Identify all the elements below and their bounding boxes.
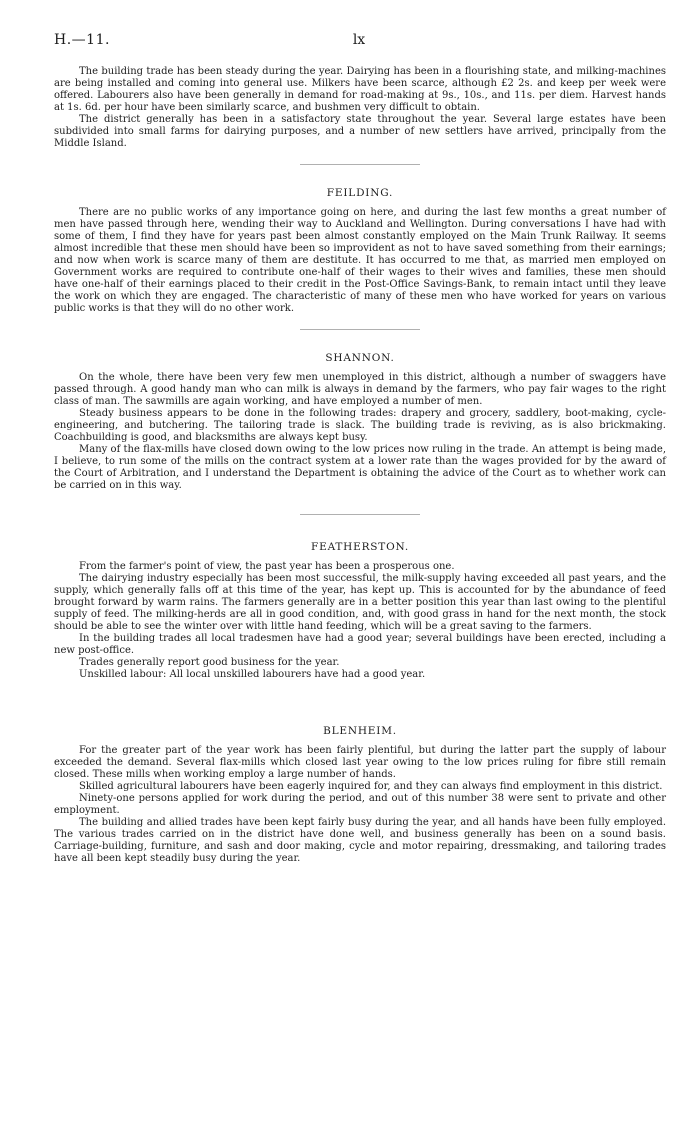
section-featherston: [54, 541, 666, 681]
paragraph: Unskilled labour: All local unskilled labourers have had a good year.: [79, 669, 426, 680]
paragraph: For the greater part of the year work has been fairly plentiful, but during the latter part the supply of labour exceeded the demand. Several flax-mills which closed last year owing to the low prices ruling for fibre still remain closed. These mills when working employ a large number of hands.: [54, 745, 666, 780]
section-heading: SHANNON.: [325, 352, 395, 364]
paragraph: On the whole, there have been very few men unemployed in this district, although a number of swaggers have passed through. A good handy man who can milk is always in demand by the farmers, who pay fair wages to the right class of man. The sawmills are again working, and have employed a number of men.: [54, 372, 666, 407]
paragraph: Trades generally report good business for the year.: [79, 657, 340, 668]
paragraph: The district generally has been in a satisfactory state throughout the year. Several large estates have been subdivided into small farms for dairying purposes, and a number of new settlers have arrived, principally from the Middle Island.: [54, 114, 666, 149]
section-feilding: [54, 187, 666, 315]
section-heading: FEATHERSTON.: [311, 541, 409, 553]
section-shannon: [54, 352, 666, 492]
document-reference: H.—11.: [54, 32, 110, 48]
section-spacer: [54, 681, 666, 725]
paragraph: The building trade has been steady during the year. Dairying has been in a flourishing state, and milking-machines are being installed and coming into general use. Milkers have been scarce, although £2 2s. and keep per week were offered. Labourers also have been generally in demand for road-making at 9s., 10s., and 11s. per diem. Harvest hands at 1s. 6d. per hour have been similarly scarce, and bushmen very difficult to obtain.: [54, 66, 666, 113]
section-divider: [300, 329, 420, 330]
paragraph: In the building trades all local tradesmen have had a good year; several buildings have been erected, including a new post-office.: [54, 633, 666, 656]
paragraph: Skilled agricultural labourers have been eagerly inquired for, and they can always find employment in this district.: [79, 781, 663, 792]
paragraph: From the farmer's point of view, the past year has been a prosperous one.: [79, 561, 455, 572]
section-blenheim: [54, 725, 666, 865]
paragraph: Many of the flax-mills have closed down owing to the low prices now ruling in the trade. An attempt is being made, I believe, to run some of the mills on the contract system at a lower rate than the wages provided for by the award of the Court of Arbitration, and I understand the Department is obtaining the advice of the Court as to whether work can be carried on in this way.: [54, 444, 666, 491]
section-heading: FEILDING.: [326, 187, 394, 199]
page-header: [54, 32, 664, 52]
intro-section: [54, 66, 666, 150]
paragraph: Steady business appears to be done in the following trades: drapery and grocery, saddlery, boot-making, cycle-engineering, and butchering. The tailoring trade is slack. The building trade is reviving, as is also brickmaking. Coachbuilding is good, and blacksmiths are always kept busy.: [54, 408, 666, 443]
paragraph: Ninety-one persons applied for work during the period, and out of this number 38 were sent to private and other employment.: [54, 793, 666, 816]
paragraph: The dairying industry especially has been most successful, the milk-supply having exceeded all past years, and the supply, which generally falls off at this time of the year, has kept up. This is accounted for by the abundance of feed brought forward by warm rains. The farmers generally are in a better position this year than last owing to the plentiful supply of feed. The milking-herds are all in good condition, and, with good grass in hand for the next month, the stock should be able to see the winter over with little hand feeding, which will be a great saving to the farmers.: [54, 573, 666, 632]
paragraph: The building and allied trades have been kept fairly busy during the year, and all hands have been fully employed. The various trades carried on in the district have done well, and business generally has been on a sound basis. Carriage-building, furniture, and sash and door making, cycle and motor repairing, dressmaking, and tailoring trades have all been kept steadily busy during the year.: [54, 817, 666, 864]
page-content: [54, 66, 666, 865]
section-heading: BLENHEIM.: [323, 725, 397, 737]
page-number: lx: [352, 32, 366, 48]
section-divider: [300, 164, 420, 165]
section-divider: [300, 514, 420, 515]
paragraph: There are no public works of any importance going on here, and during the last few months a great number of men have passed through here, wending their way to Auckland and Wellington. During conversations I have had with some of them, I find they have for years past been almost constantly employed on the Main Trunk Railway. It seems almost incredible that these men should have been so improvident as not to have saved something from their earnings; and now when work is scarce many of them are destitute. It has occurred to me that, as married men employed on Government works are required to contribute one-half of their wages to their wives and families, these men should have one-half of their earnings placed to their credit in the Post-Office Savings-Bank, to remain intact until they leave the work on which they are engaged. The characteristic of many of these men who have worked for years on various public works is that they will do no other work.: [54, 207, 666, 314]
